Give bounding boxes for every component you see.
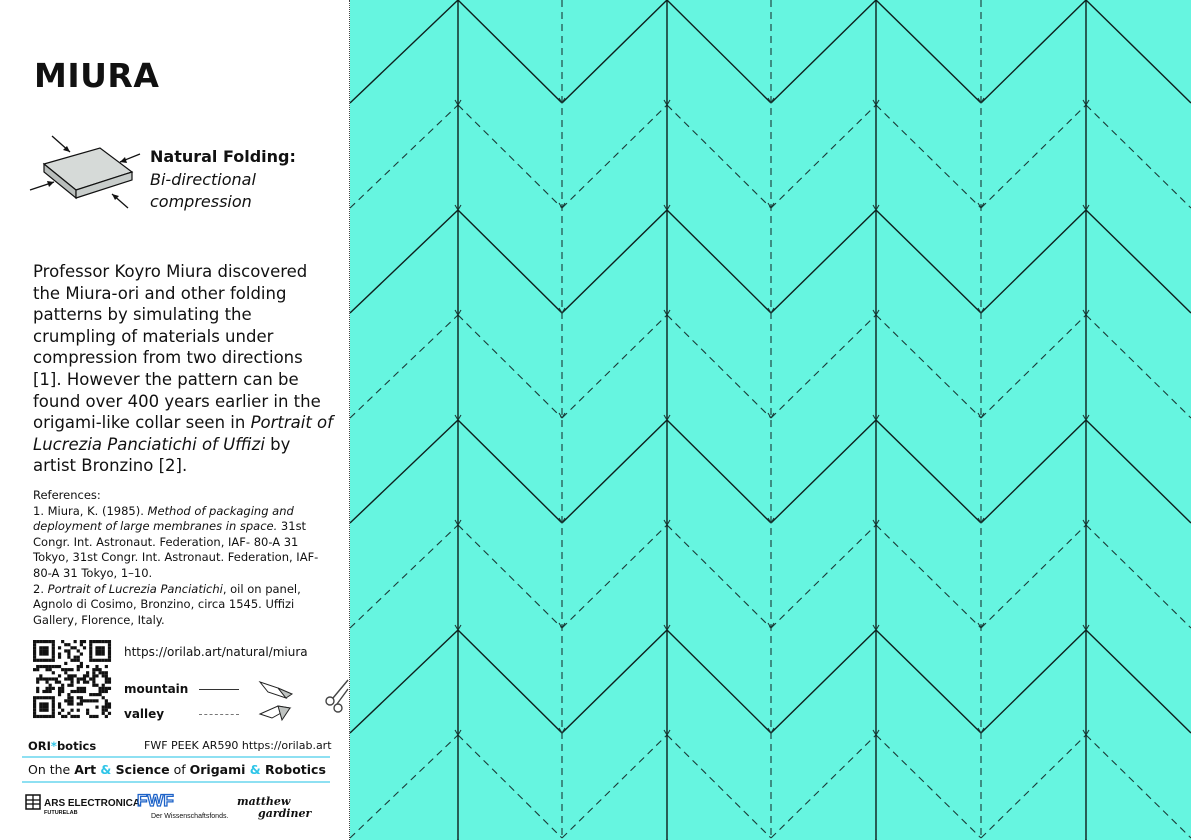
description-text-2: by artist Bronzino [2]. (33, 434, 291, 476)
svg-text:Der Wissenschaftsfonds.: Der Wissenschaftsfonds. (151, 813, 229, 820)
reference-1: 1. Miura, K. (1985). Method of packaging and deployment of large membranes in space. 31st Congr. Int. Astronaut. Federation, IAF- 80-A 31 Tokyo, 31st Congr. Int. Astronaut. Federation, IAF-80-A 31 Tokyo, 1–10. (33, 503, 319, 580)
svg-text:ARS ELECTRONICA: ARS ELECTRONICA (44, 798, 141, 809)
page-title: MIURA (34, 56, 160, 95)
compression-plate-icon (28, 132, 138, 212)
painting-title: Portrait of Lucrezia Panciatichi of Uffizi (33, 413, 333, 454)
natural-folding-line2: compression (150, 192, 252, 211)
matthew-gardiner-logo (236, 794, 324, 820)
svg-text:FWF: FWF (137, 791, 174, 810)
project-url[interactable]: https://orilab.art/natural/miura (124, 645, 308, 659)
legend-valley-label: valley (124, 707, 165, 721)
svg-text:gardiner: gardiner (258, 807, 312, 820)
legend-valley-line (199, 714, 239, 715)
references-heading: References: (33, 488, 101, 502)
natural-folding-line1: Bi-directional (150, 170, 256, 189)
qr-code[interactable] (33, 640, 111, 718)
scissors-icon (323, 677, 349, 713)
natural-folding-label: Natural Folding: (150, 147, 296, 166)
svg-text:matthew: matthew (237, 795, 291, 808)
references (33, 488, 329, 628)
legend-mountain-line (199, 689, 239, 690)
description (33, 261, 333, 477)
info-panel (0, 0, 349, 840)
grant-info: FWF PEEK AR590 https://orilab.art (144, 739, 332, 752)
natural-folding-type (150, 169, 330, 213)
description-text-1: Professor Koyro Miura discovered the Miura-ori and other folding patterns by simulating the crumpling of materials under compression from two directions [1]. However the pattern can be found over 400 years earlier in the origami-like collar seen in (33, 262, 321, 433)
fold-direction-icons (256, 676, 296, 724)
divider-bottom (22, 781, 330, 783)
divider-top (22, 756, 330, 758)
ars-electronica-logo (26, 794, 141, 816)
tagline: On the Art & Science of Origami & Robotics (28, 762, 326, 777)
reference-2: 2. Portrait of Lucrezia Panciatichi, oil on panel, Agnolo di Cosimo, Bronzino, circa 1545. Uffizi Gallery, Florence, Italy. (33, 581, 301, 627)
fwf-logo (137, 790, 233, 820)
svg-text:FUTURELAB: FUTURELAB (44, 810, 78, 816)
miura-crease-pattern (350, 0, 1191, 840)
legend-mountain-label: mountain (124, 682, 189, 696)
oribotics-brand: ORI*botics (28, 739, 97, 753)
